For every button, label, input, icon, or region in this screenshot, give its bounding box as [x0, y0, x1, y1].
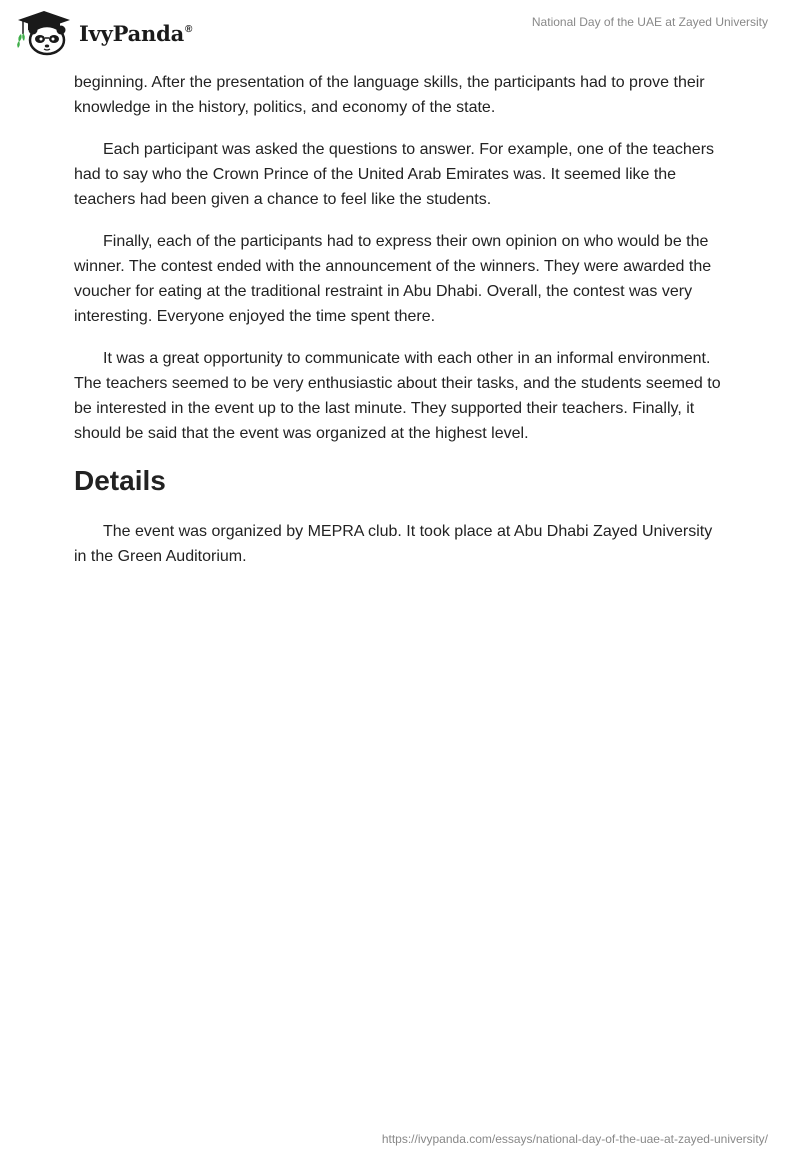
page-header [0, 0, 800, 64]
paragraph: Each participant was asked the questions to answer. For example, one of the teachers had to say who the Crown Prince of the United Arab Emirates was. It seemed like the teachers had been given a chance to feel like the students. [74, 141, 715, 208]
section-heading-details: Details [74, 465, 166, 496]
panda-graduate-icon [14, 8, 74, 58]
registered-mark: ® [185, 23, 193, 35]
details-paragraph: The event was organized by MEPRA club. It took place at Abu Dhabi Zayed University in the Green Auditorium. [74, 523, 713, 565]
paragraph: It was a great opportunity to communicate with each other in an informal environment. The teachers seemed to be very enthusiastic about their tasks, and the students seemed to be interested in the event up to the last minute. They supported their teachers. Finally, it should be said that the event was organized at the highest level. [74, 350, 721, 442]
document-title: National Day of the UAE at Zayed University [531, 15, 768, 29]
logo-wordmark: IvyPanda® [79, 20, 193, 46]
ivypanda-logo[interactable] [14, 8, 192, 58]
paragraph-continuation: beginning. After the presentation of the language skills, the participants had to prove their knowledge in the history, politics, and economy of the state. [74, 74, 705, 116]
essay-body [74, 70, 724, 586]
paragraph: Finally, each of the participants had to express their own opinion on who would be the winner. The contest ended with the announcement of the winners. They were awarded the voucher for eating at the traditional restraint in Abu Dhabi. Overall, the contest was very interesting. Everyone enjoyed the time spent there. [74, 233, 712, 325]
source-url[interactable]: https://ivypanda.com/essays/national-day-of-the-uae-at-zayed-university/ [381, 1132, 768, 1146]
